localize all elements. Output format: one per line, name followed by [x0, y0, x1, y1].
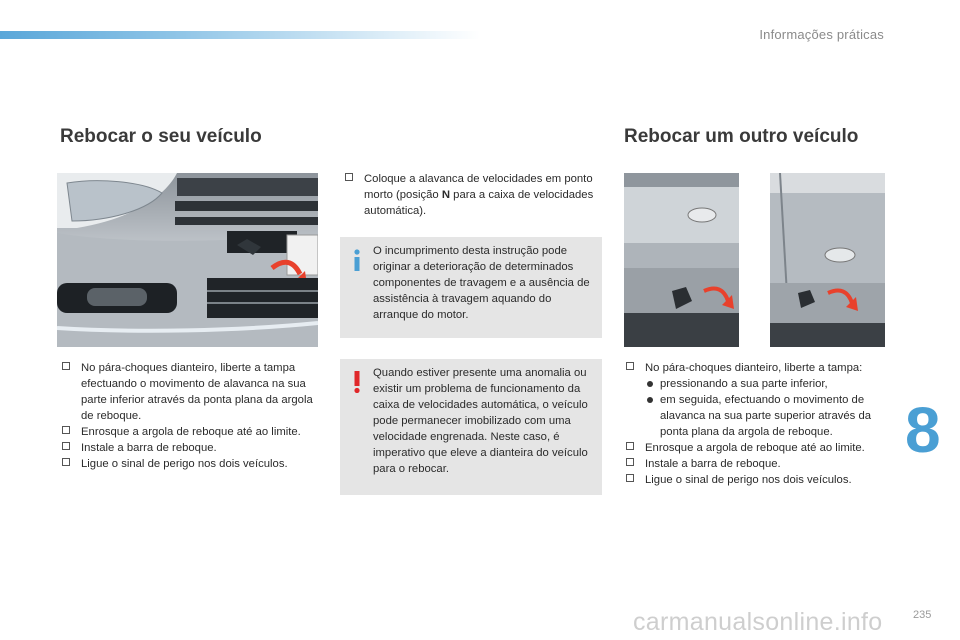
watermark: carmanualsonline.info	[633, 608, 883, 636]
list-item: em seguida, efectuando o movimento de alavanca na sua parte superior através da ponta plana da argola de reboque.	[645, 392, 892, 440]
header-accent-bar	[0, 31, 480, 39]
checkbox-bullet-icon	[626, 458, 634, 466]
list-item: Enrosque a argola de reboque até ao limite.	[624, 440, 892, 456]
rear-bumper-photo-estate	[770, 173, 885, 347]
list-item: No pára-choques dianteiro, liberte a tampa: pressionando a sua parte inferior, em seguida, efectuando o movimento de alavanca na sua parte superior através da ponta plana da argola de reboque.	[624, 360, 892, 440]
section-header: Informações práticas	[759, 27, 884, 42]
info-icon	[351, 249, 363, 271]
chapter-number: 8	[905, 394, 941, 466]
front-bumper-photo	[57, 173, 318, 347]
list-item: Ligue o sinal de perigo nos dois veículos.	[624, 472, 892, 488]
warning-note: Quando estiver presente uma anomalia ou existir um problema de funcionamento da caixa de velocidades automática, o veículo pode permanecer imobilizado com uma velocidade engrenada. Neste caso, é imperativo que eleve a dianteira do veículo para o rebocar.	[340, 359, 602, 495]
checkbox-bullet-icon	[62, 442, 70, 450]
list-item: Coloque a alavanca de velocidades em ponto morto (posição N para a caixa de velocidades automática).	[343, 171, 603, 219]
rear-bumper-photo-saloon	[624, 173, 739, 347]
exclamation-icon	[351, 371, 363, 393]
dot-bullet-icon	[647, 397, 653, 403]
list-item: Ligue o sinal de perigo nos dois veículos.	[60, 456, 322, 472]
section-title-tow-own: Rebocar o seu veículo	[60, 126, 262, 147]
page-number: 235	[913, 609, 932, 621]
section-title-tow-other: Rebocar um outro veículo	[624, 126, 859, 147]
checkbox-bullet-icon	[626, 442, 634, 450]
list-item: No pára-choques dianteiro, liberte a tampa efectuando o movimento de alavanca na sua parte inferior através da ponta plana da argola de reboque.	[60, 360, 322, 424]
sub-step-list	[645, 376, 892, 440]
list-item: Instale a barra de reboque.	[624, 456, 892, 472]
tow-other-steps	[624, 360, 892, 488]
list-item: Instale a barra de reboque.	[60, 440, 322, 456]
checkbox-bullet-icon	[62, 458, 70, 466]
checkbox-bullet-icon	[62, 362, 70, 370]
checkbox-bullet-icon	[626, 362, 634, 370]
tow-own-steps	[60, 360, 322, 472]
dot-bullet-icon	[647, 381, 653, 387]
checkbox-bullet-icon	[626, 474, 634, 482]
checkbox-bullet-icon	[345, 173, 353, 181]
list-item: Enrosque a argola de reboque até ao limite.	[60, 424, 322, 440]
checkbox-bullet-icon	[62, 426, 70, 434]
list-item: pressionando a sua parte inferior,	[645, 376, 892, 392]
info-note: O incumprimento desta instrução pode originar a deterioração de determinados componentes de travagem e a ausência de assistência à travagem aquando do arranque do motor.	[340, 237, 602, 338]
neutral-gear-step	[343, 171, 603, 219]
